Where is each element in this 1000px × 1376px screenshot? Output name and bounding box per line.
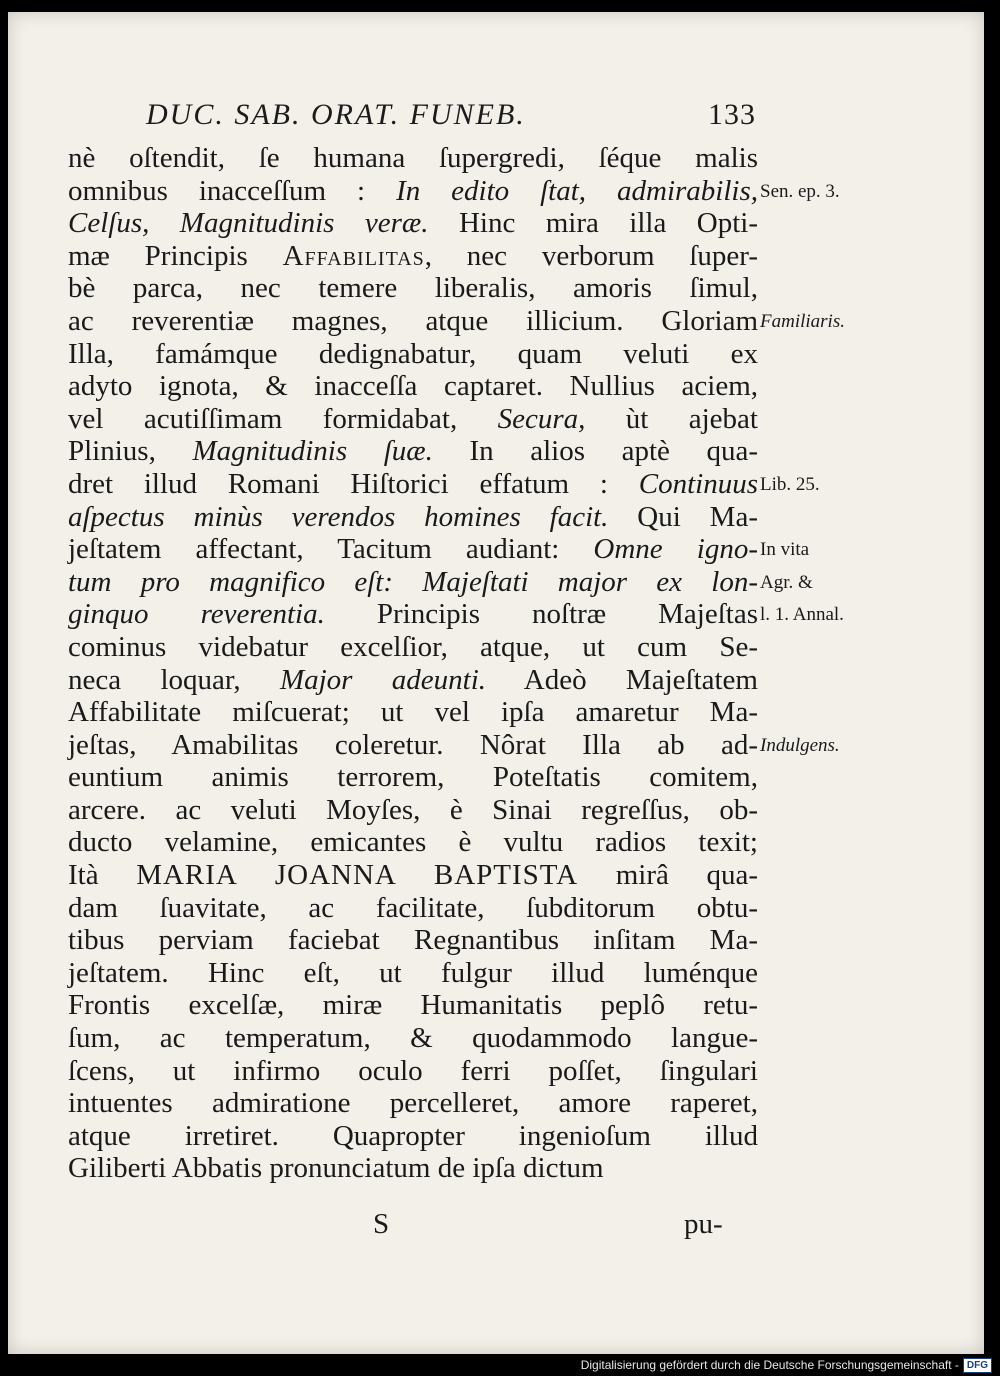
text-run: In edito ſtat, admirabilis,: [396, 174, 759, 207]
signature-mark: S: [373, 1208, 390, 1240]
text-run: In alios aptè qua-: [432, 435, 758, 468]
text-run: , nec verborum ſuper-: [424, 239, 758, 272]
text-run: tum pro magnifico eſt: Majeſtati major ex lon-: [68, 565, 758, 598]
text-run: Ità: [68, 859, 137, 892]
text-line: [68, 664, 758, 697]
margin-note: Lib. 25.: [760, 474, 820, 495]
text-line: [68, 533, 758, 566]
text-run: intuentes admiratione percelleret, amore raperet,: [68, 1087, 758, 1120]
text-run: adyto ignota, & inacceſſa captaret. Nullius aciem,: [68, 370, 758, 403]
text-run: omnibus inacceſſum :: [68, 174, 397, 207]
text-line: [68, 175, 758, 208]
text-line: [68, 892, 758, 925]
text-run: ùt ajebat: [585, 402, 758, 435]
text-line: [68, 794, 758, 827]
text-line: [68, 957, 758, 990]
text-run: Affabilitate miſcuerat; ut vel ipſa amaretur Ma-: [68, 696, 758, 729]
text-line: [68, 729, 758, 762]
text-run: nè oſtendit, ſe humana ſupergredi, ſéque malis: [68, 142, 758, 174]
text-run: jeſtatem. Hinc eſt, ut fulgur illud luménque: [68, 956, 758, 989]
text-line: [68, 370, 758, 403]
text-line: [68, 1120, 758, 1153]
text-run: Illa, famámque dedignabatur, quam veluti ex: [68, 337, 758, 370]
text-line: [68, 207, 758, 240]
text-run: ac reverentiæ magnes, atque illicium. Gloriam: [68, 304, 758, 337]
page-number: 133: [708, 98, 756, 131]
text-line: [68, 142, 758, 175]
margin-note: Sen. ep. 3.: [760, 180, 840, 202]
text-run: ginquo reverentia.: [68, 598, 325, 631]
text-run: Principis noſtræ Majeſtas: [324, 598, 759, 631]
text-line: [68, 598, 758, 631]
text-line: [68, 338, 758, 371]
text-run: Hinc mira illa Opti-: [428, 207, 758, 240]
text-run: euntium animis terrorem, Poteſtatis comitem,: [68, 761, 758, 794]
text-line: [68, 761, 758, 794]
text-line: [68, 305, 758, 338]
body-text: [68, 142, 758, 1185]
text-run: Major adeunti.: [279, 663, 487, 696]
margin-note: Familiaris.: [760, 311, 845, 332]
text-line: [68, 240, 758, 273]
funding-note: [581, 1357, 992, 1373]
text-run: Omne igno-: [593, 533, 758, 566]
text-run: dam ſuavitate, ac facilitate, ſubditorum obtu-: [68, 891, 758, 924]
text-run: Affabilitas: [282, 239, 425, 272]
text-run: Continuus: [638, 467, 758, 500]
text-line: [68, 1022, 758, 1055]
text-run: ſcens, ut infirmo oculo ferri poſſet, ſingulari: [68, 1054, 758, 1087]
text-line: [68, 859, 758, 892]
text-line: [68, 403, 758, 436]
text-line: [68, 468, 758, 501]
text-line: [68, 826, 758, 859]
text-run: aſpectus minùs verendos homines facit.: [68, 500, 609, 533]
text-line: [68, 989, 758, 1022]
text-run: ducto velamine, emicantes è vultu radios texit;: [68, 826, 758, 859]
text-line: [68, 1087, 758, 1120]
dfg-logo: DFG: [963, 1358, 992, 1373]
text-run: Adeò Majeſtatem: [486, 663, 758, 696]
text-run: jeſtatem affectant, Tacitum audiant:: [68, 533, 594, 566]
catchword: pu-: [684, 1208, 723, 1240]
margin-note: In vita: [760, 539, 810, 561]
text-run: arcere. ac veluti Moyſes, è Sinai regreſſus, ob-: [68, 793, 758, 826]
text-line: [68, 1152, 758, 1185]
text-run: mæ Principis: [68, 239, 283, 272]
text-run: Frontis excelſæ, miræ Humanitatis peplô retu-: [68, 989, 758, 1022]
text-line: [68, 924, 758, 957]
book-page: [8, 12, 984, 1354]
text-run: ſum, ac temperatum, & quodammodo langue-: [68, 1022, 758, 1055]
text-run: Secura,: [497, 402, 586, 435]
text-line: [68, 435, 758, 468]
text-run: cominus videbatur excelſior, atque, ut cum Se-: [68, 630, 758, 663]
margin-note: Indulgens.: [760, 734, 840, 756]
text-line: [68, 566, 758, 599]
text-run: Celſus, Magnitudinis veræ.: [68, 207, 429, 240]
text-line: [68, 1055, 758, 1088]
running-head-title: DUC. SAB. ORAT. FUNEB.: [146, 98, 526, 131]
text-run: bè parca, nec temere liberalis, amoris ſimul,: [68, 272, 758, 305]
text-run: vel acutiſſimam formidabat,: [68, 402, 498, 435]
text-run: Giliberti Abbatis pronunciatum de ipſa dictum: [68, 1152, 604, 1185]
text-line: [68, 631, 758, 664]
text-line: [68, 272, 758, 305]
text-run: MARIA JOANNA BAPTISTA: [136, 859, 579, 892]
text-run: Magnitudinis ſuæ.: [192, 435, 433, 468]
text-run: atque irretiret. Quapropter ingenioſum illud: [68, 1119, 758, 1152]
text-line: [68, 501, 758, 534]
text-run: Plinius,: [68, 435, 193, 468]
text-line: [68, 696, 758, 729]
funding-text: Digitalisierung gefördert durch die Deutsche Forschungsgemeinschaft -: [580, 1358, 959, 1372]
text-run: tibus perviam faciebat Regnantibus inſitam Ma-: [68, 924, 758, 957]
margin-note: Agr. &: [760, 571, 813, 593]
text-run: Qui Ma-: [608, 500, 758, 533]
running-head: [146, 98, 756, 132]
text-run: mirâ qua-: [578, 859, 758, 892]
text-run: dret illud Romani Hiſtorici effatum :: [68, 467, 639, 500]
text-run: jeſtas, Amabilitas coleretur. Nôrat Illa ab ad-: [68, 728, 758, 761]
text-run: neca loquar,: [68, 663, 280, 696]
margin-note: l. 1. Annal.: [760, 604, 844, 626]
